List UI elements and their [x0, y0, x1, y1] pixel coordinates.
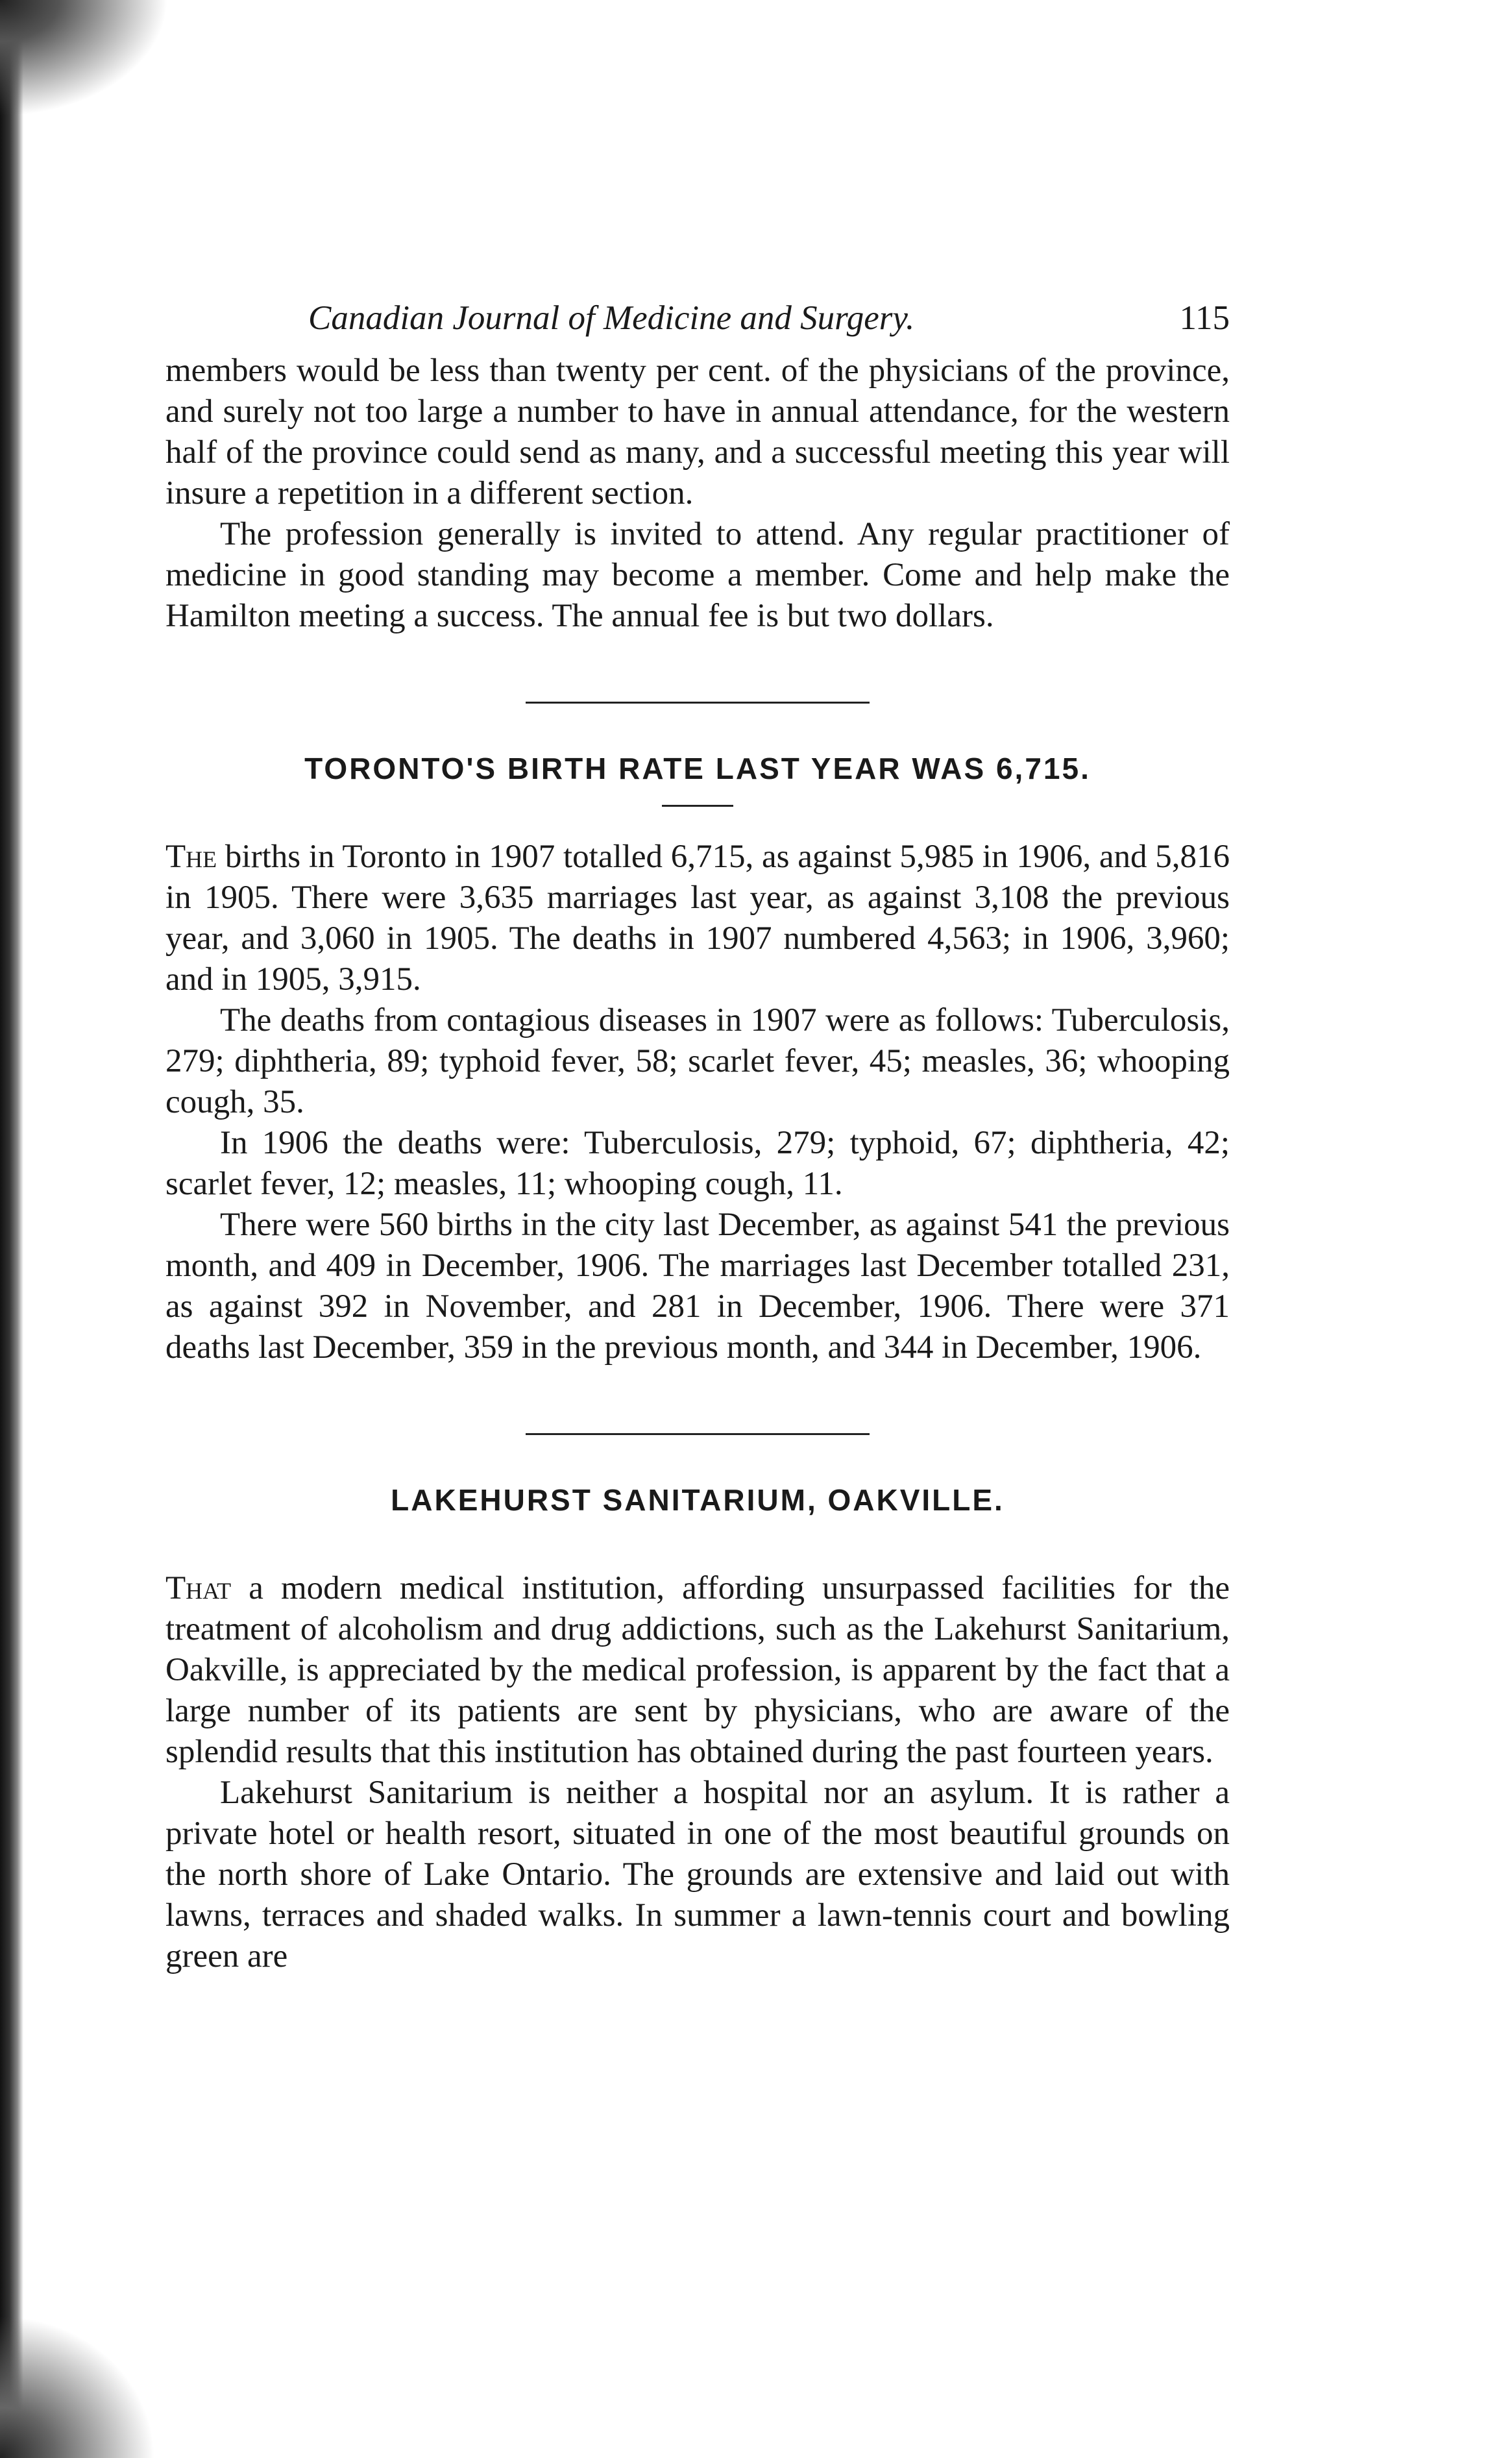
lakehurst-lead-word: That	[165, 1570, 232, 1606]
scan-corner-shadow-bottom	[0, 2315, 156, 2458]
lakehurst-paragraph-1-text: a modern medical institution, affording unsurpassed facilities for the treatment of alcoholism and drug addictions, such as the Lakehurst Sanitarium, Oakville, is appreciated by the medical profession, is apparent by the fact that a large number of its patients are sent by physicians, who are aware of the splendid results that this institution has obtained during the past fourteen years.	[165, 1570, 1230, 1770]
page-spine-shadow	[0, 0, 23, 2458]
birth-rate-paragraph-3: In 1906 the deaths were: Tuberculosis, 279; typhoid, 67; diphtheria, 42; scarlet fever, 12; measles, 11; whooping cough, 11.	[165, 1125, 1230, 1202]
birth-rate-paragraph-1-text: births in Toronto in 1907 totalled 6,715, as against 5,985 in 1906, and 5,816 in 1905. There were 3,635 marriages last year, as against 3,108 the previous year, and 3,060 in 1905. The deaths in 1907 numbered 4,563; in 1906, 3,960; and in 1905, 3,915.	[165, 839, 1230, 998]
heading-underline-1	[662, 805, 733, 807]
lakehurst-paragraph-2: Lakehurst Sanitarium is neither a hospital nor an asylum. It is rather a private hotel or health resort, situated in one of the most beautiful grounds on the north shore of Lake Ontario. The grounds are extensive and laid out with lawns, terraces and shaded walks. In summer a lawn-tennis court and bowling green are	[165, 1775, 1230, 1974]
birth-rate-lead-word: The	[165, 839, 217, 875]
section-divider-1	[526, 702, 870, 704]
page-number: 115	[1179, 299, 1230, 337]
journal-title: Canadian Journal of Medicine and Surgery.	[308, 299, 915, 337]
birth-rate-paragraph-1	[165, 837, 1230, 1000]
continued-paragraph-2: The profession generally is invited to attend. Any regular practitioner of medicine in good standing may become a member. Come and help make the Hamilton meeting a success. The annual fee is but two dollars.	[165, 516, 1230, 634]
lakehurst-paragraph-1	[165, 1568, 1230, 1773]
birth-rate-heading: TORONTO'S BIRTH RATE LAST YEAR WAS 6,715.	[304, 752, 1091, 785]
running-head	[165, 299, 1230, 350]
continued-paragraph-1: members would be less than twenty per cent. of the physicians of the province, and surely not too large a number to have in annual attendance, for the western half of the province could send as many, and a successful meeting this year will insure a repetition in a different section.	[165, 352, 1230, 511]
scan-corner-shadow-top	[0, 0, 169, 117]
birth-rate-paragraph-2: The deaths from contagious diseases in 1907 were as follows: Tuberculosis, 279; diphtheria, 89; typhoid fever, 58; scarlet fever, 45; measles, 36; whooping cough, 35.	[165, 1002, 1230, 1120]
lakehurst-heading: LAKEHURST SANITARIUM, OAKVILLE.	[391, 1483, 1005, 1517]
birth-rate-paragraph-4: There were 560 births in the city last December, as against 541 the previous month, and 409 in December, 1906. The marriages last December totalled 231, as against 392 in November, and 281 in December, 1906. There were 371 deaths last December, 359 in the previous month, and 344 in December, 1906.	[165, 1207, 1230, 1366]
page-content	[165, 299, 1230, 1977]
section-divider-2	[526, 1433, 870, 1435]
